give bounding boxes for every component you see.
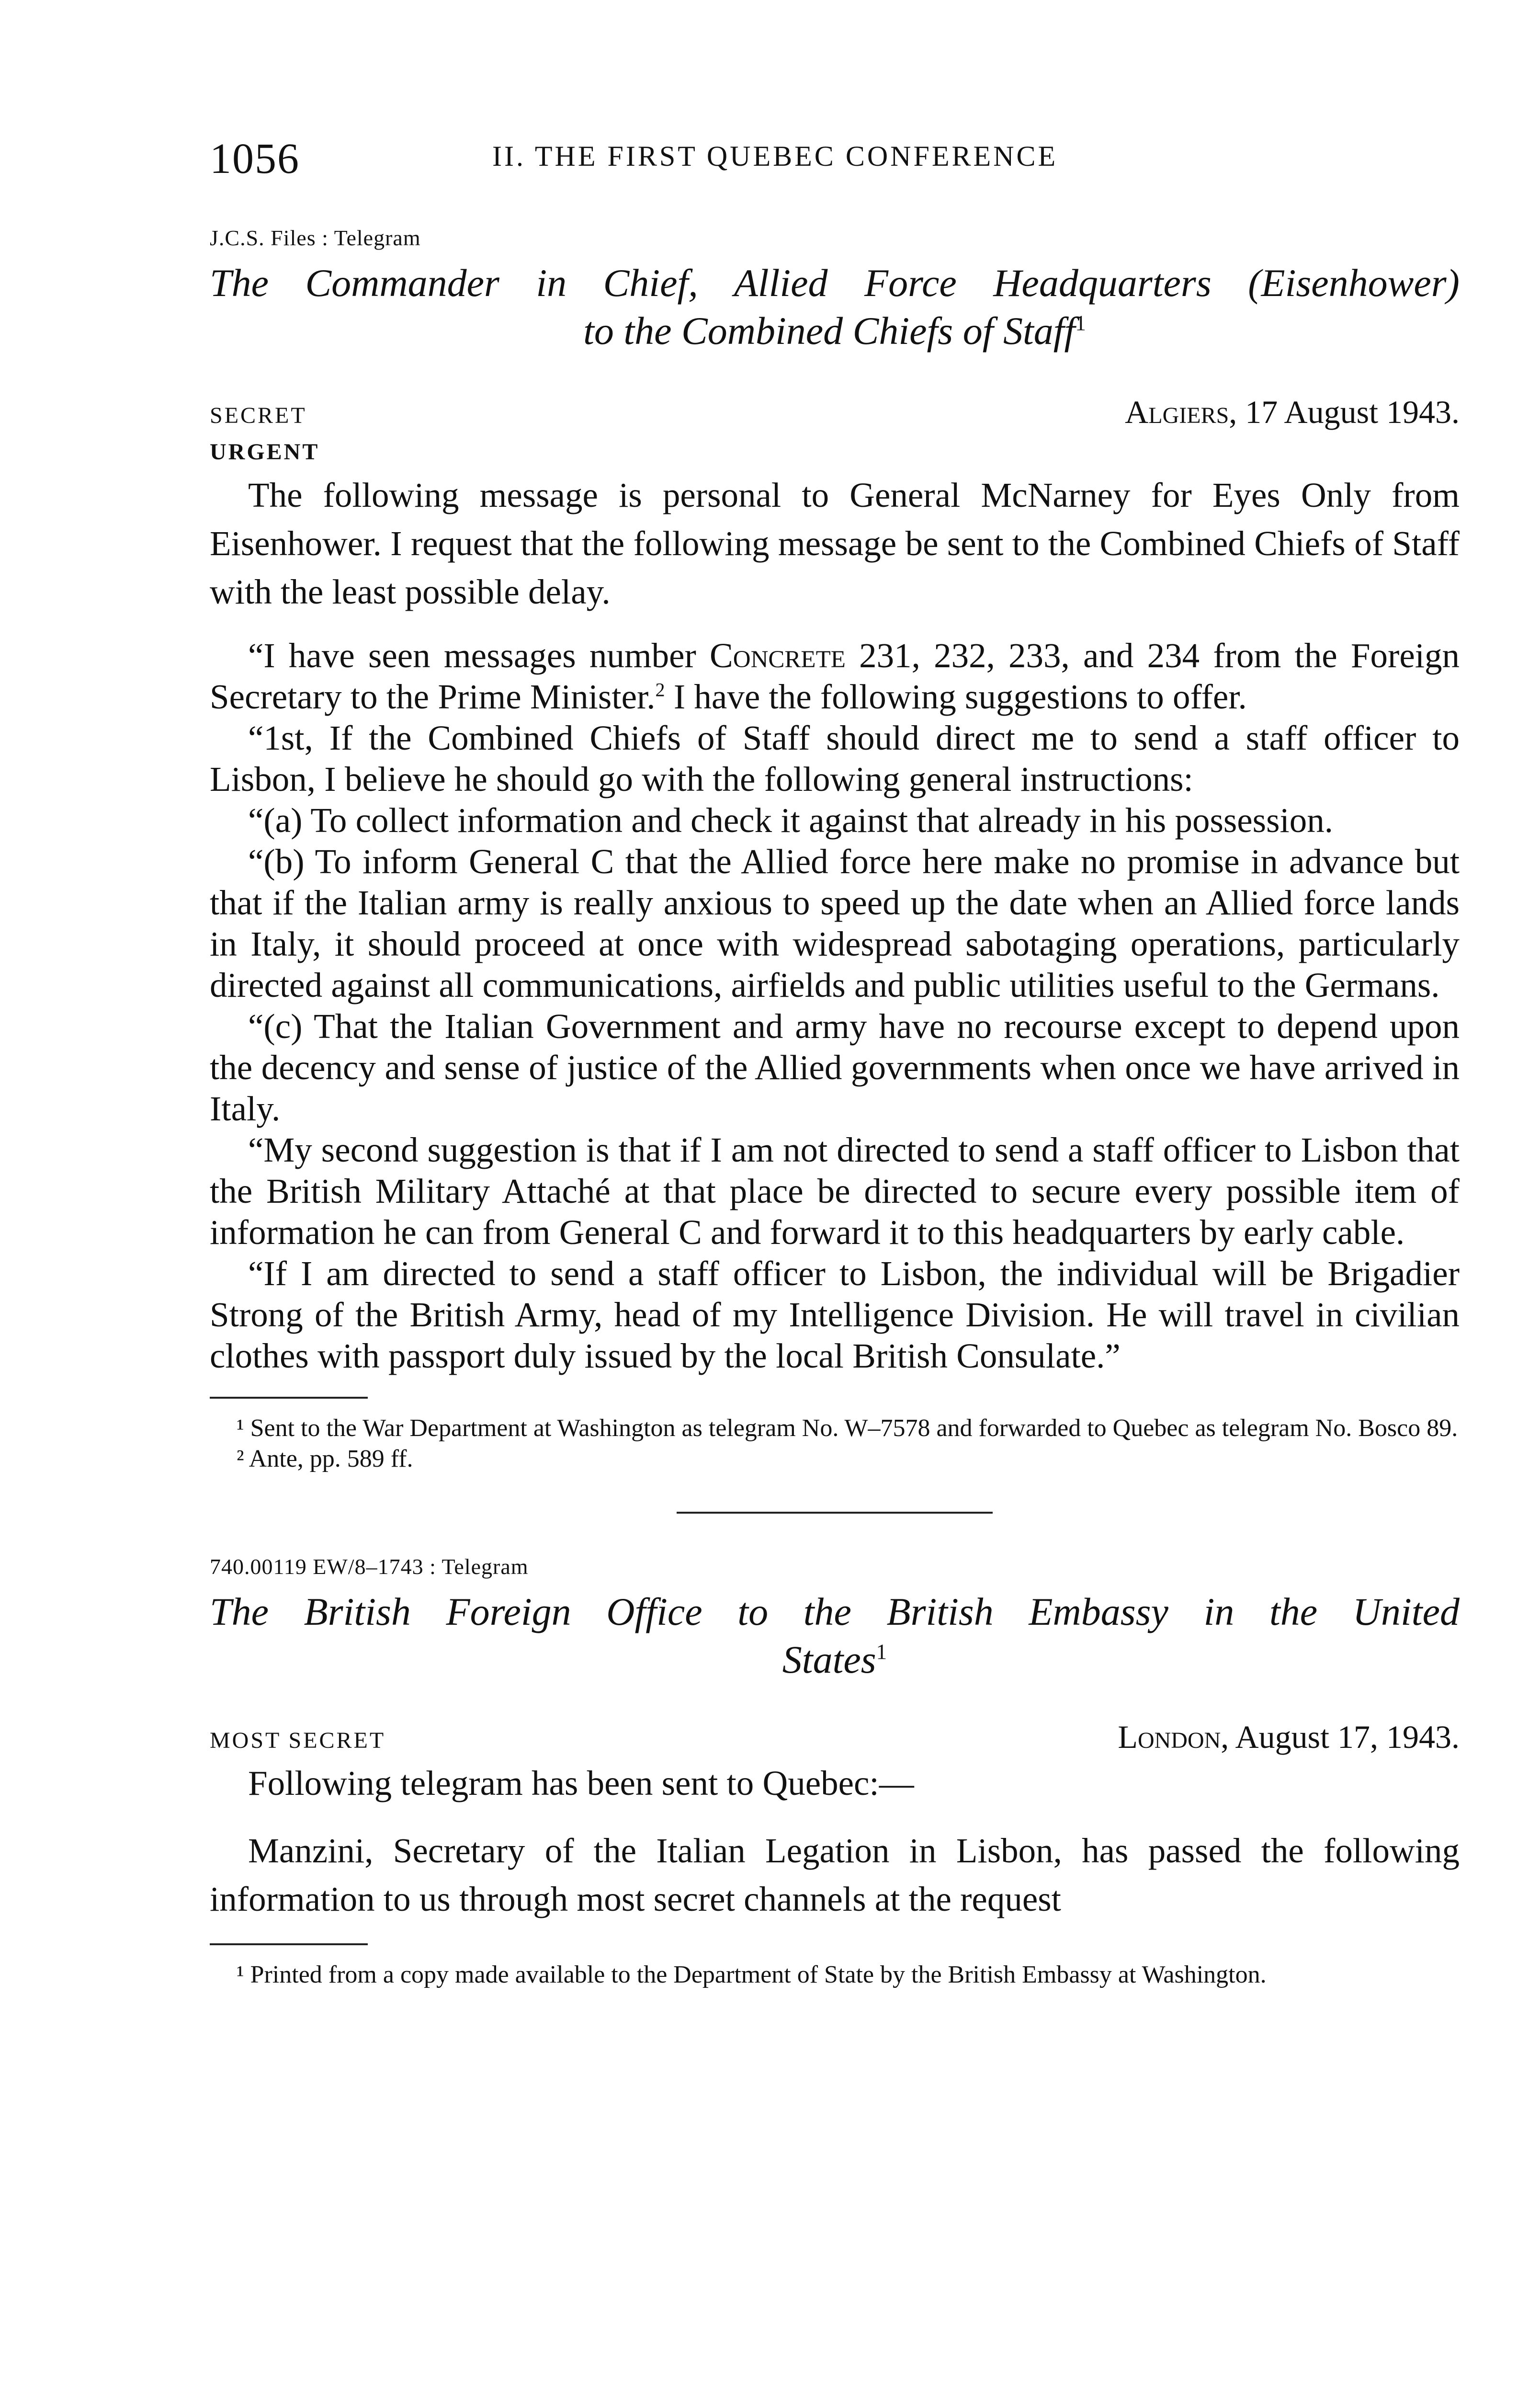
footnote-marker: 2 <box>655 679 665 701</box>
footnote: ² Ante, pp. 589 ff. <box>237 1445 413 1472</box>
file-reference: 740.00119 EW/8–1743 : Telegram <box>210 1554 529 1579</box>
quote-paragraph: “If I am directed to send a staff officer to Lisbon, the individual will be Brigadier Strong of the British Army, head of my Intelligence Division. He will travel in civilian clothes with passport duly issued by the local British Consulate.” <box>210 1254 1460 1375</box>
quote-paragraph: “My second suggestion is that if I am not directed to send a staff officer to Lisbon that the British Military Attaché at that place be directed to secure every possible item of information he can from General C and forward it to this headquarters by early cable. <box>210 1130 1460 1252</box>
footnote-marker: 1 <box>1075 311 1086 335</box>
paragraph: The following message is personal to General McNarney for Eyes Only from Eisenhower. I request that the following message be sent to the Combined Chiefs of Staff with the least possible delay. <box>210 476 1460 611</box>
date-text: , 17 August 1943. <box>1229 394 1460 430</box>
footnote: ¹ Printed from a copy made available to the Department of State by the British Embassy at Washington. <box>237 1961 1267 1988</box>
file-reference: J.C.S. Files : Telegram <box>210 226 421 250</box>
text: 231, 232, 233, and 234 from the Foreign Secretary to the Prime Minister. <box>210 636 1460 716</box>
paragraph: Manzini, Secretary of the Italian Legation in Lisbon, has passed the following information to us through most secret channels at the request <box>210 1831 1460 1918</box>
text: “I have seen messages number <box>248 636 710 675</box>
quote-paragraph: “(a) To collect information and check it against that already in his possession. <box>248 801 1334 840</box>
footnote-rule <box>210 1943 368 1945</box>
document-page <box>210 134 1460 1990</box>
urgency-label: URGENT <box>210 439 320 465</box>
page-number: 1056 <box>210 135 300 182</box>
date-text: , August 17, 1943. <box>1221 1719 1460 1755</box>
page-header <box>210 134 1460 192</box>
code-word: Concrete <box>710 636 846 675</box>
text: I have the following suggestions to offer. <box>665 677 1247 716</box>
document-title-line-1 <box>210 259 1460 307</box>
footnote-rule <box>210 1397 368 1399</box>
quote-paragraph <box>210 635 1460 718</box>
quote-paragraph: “1st, If the Combined Chiefs of Staff should direct me to send a staff officer to Lisbon, I believe he should go with the following general instructions: <box>210 718 1460 798</box>
classification-label: SECRET <box>210 403 307 428</box>
running-head: II. THE FIRST QUEBEC CONFERENCE <box>492 140 1058 172</box>
document-title-line-1 <box>210 1588 1460 1636</box>
footnote-marker: 1 <box>876 1640 887 1664</box>
meta-row <box>210 1718 1460 1756</box>
quote-paragraph: “(c) That the Italian Government and army have no recourse except to depend upon the decency and sense of justice of the Allied governments when once we have arrived in Italy. <box>210 1007 1460 1128</box>
title-text: States <box>782 1638 876 1681</box>
place-name: Algiers <box>1125 394 1229 430</box>
footnote: ¹ Sent to the War Department at Washington as telegram No. W–7578 and forwarded to Quebec as telegram No. Bosco 89. <box>237 1414 1458 1442</box>
classification-label: MOST SECRET <box>210 1728 386 1753</box>
dateline <box>1125 393 1460 431</box>
quote-paragraph: “(b) To inform General C that the Allied force here make no promise in advance but that if the Italian army is really anxious to speed up the date when an Allied force lands in Italy, it should proceed at once with widespread sabotaging operations, particularly directed against all communications, airfields and public utilities useful to the Germans. <box>210 842 1460 1004</box>
document-title-line-2 <box>210 307 1460 355</box>
title-text: to the Combined Chiefs of Staff <box>583 309 1076 353</box>
title-text: The Commander in Chief, Allied Force Headquarters (Eisenhower) <box>210 261 1460 305</box>
paragraph: Following telegram has been sent to Quebec:— <box>248 1764 914 1802</box>
document-title-line-2 <box>210 1636 1460 1684</box>
dateline <box>1118 1718 1460 1756</box>
title-text: The British Foreign Office to the British Embassy in the United <box>210 1590 1460 1633</box>
place-name: London <box>1118 1719 1221 1755</box>
section-divider <box>677 1512 993 1514</box>
meta-row <box>210 393 1460 431</box>
